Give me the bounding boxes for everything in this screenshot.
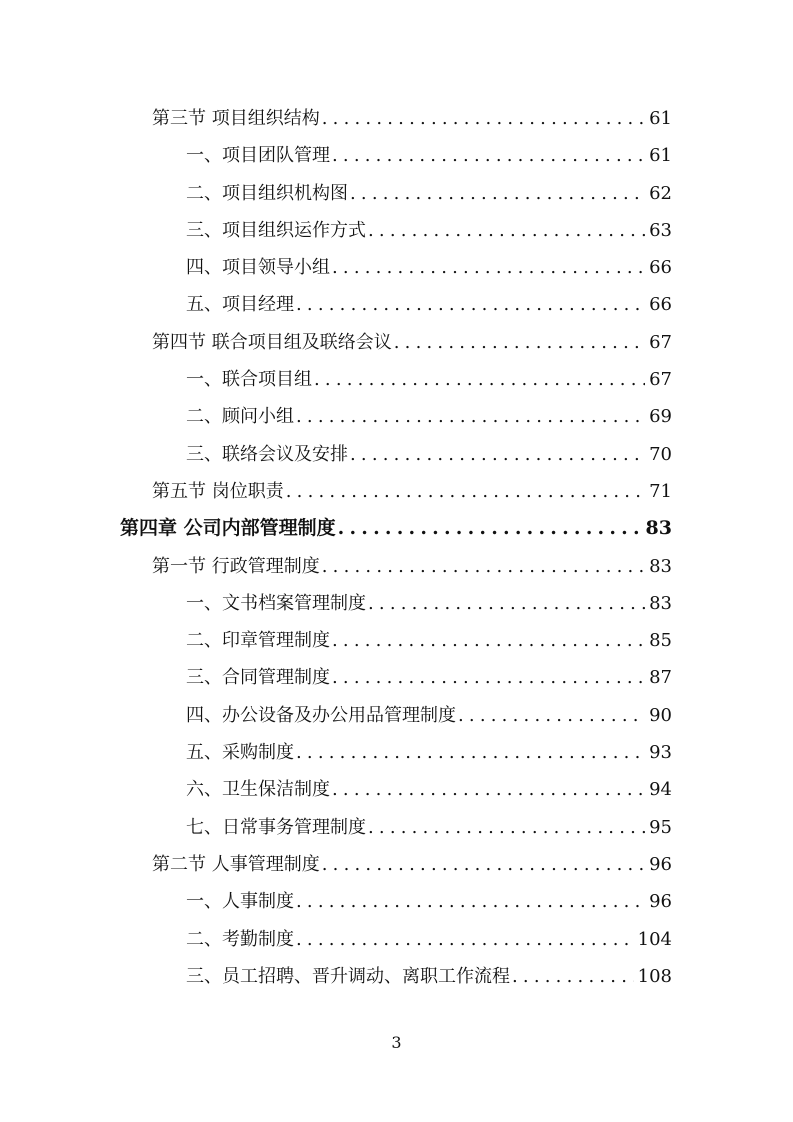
toc-entry-page: 96: [649, 853, 672, 875]
toc-entry-page: 94: [649, 779, 672, 801]
dot-leader: [512, 958, 634, 995]
toc-entry-page: 66: [649, 257, 672, 279]
toc-entry-section[interactable]: [0, 324, 793, 361]
toc-entry-item[interactable]: [0, 249, 793, 286]
dot-leader: [350, 436, 645, 473]
toc-entry-page: 87: [649, 667, 672, 689]
dot-leader: [296, 286, 645, 323]
toc-entry-item[interactable]: [0, 585, 793, 622]
dot-leader: [332, 137, 645, 174]
toc-entry-section[interactable]: [0, 846, 793, 883]
toc-entry-item[interactable]: [0, 175, 793, 212]
toc-entry-page: 67: [649, 369, 672, 391]
dot-leader: [368, 212, 645, 249]
toc-entry-item[interactable]: [0, 734, 793, 771]
toc-entry-item[interactable]: [0, 286, 793, 323]
dot-leader: [332, 249, 645, 286]
toc-entry-page: 96: [649, 891, 672, 913]
toc-entry-title: 二、考勤制度: [186, 928, 294, 950]
toc-entry-page: 90: [649, 704, 672, 726]
dot-leader: [296, 883, 645, 920]
toc-entry-title: 一、人事制度: [186, 891, 294, 913]
dot-leader: [394, 324, 645, 361]
toc-entry-title: 第五节 岗位职责: [152, 480, 284, 502]
toc-entry-title: 第一节 行政管理制度: [152, 555, 320, 577]
toc-entry-item[interactable]: [0, 436, 793, 473]
toc-entry-page: 95: [649, 816, 672, 838]
toc-entry-title: 四、项目领导小组: [186, 257, 330, 279]
toc-entry-title: 一、文书档案管理制度: [186, 592, 366, 614]
dot-leader: [458, 697, 645, 734]
toc-entry-title: 三、联络会议及安排: [186, 443, 348, 465]
dot-leader: [332, 771, 645, 808]
toc-entry-item[interactable]: [0, 622, 793, 659]
toc-entry-item[interactable]: [0, 659, 793, 696]
toc-entry-item[interactable]: [0, 361, 793, 398]
toc-entry-title: 三、项目组织运作方式: [186, 219, 366, 241]
toc-entry-item[interactable]: [0, 137, 793, 174]
toc-entry-item[interactable]: [0, 697, 793, 734]
toc-entry-page: 62: [649, 182, 672, 204]
dot-leader: [332, 622, 645, 659]
dot-leader: [338, 510, 642, 547]
toc-entry-title: 四、办公设备及办公用品管理制度: [186, 704, 456, 726]
toc-entry-page: 104: [637, 928, 672, 950]
toc-entry-page: 85: [649, 630, 672, 652]
toc-entry-item[interactable]: [0, 883, 793, 920]
toc-entry-item[interactable]: [0, 809, 793, 846]
toc-entry-title: 五、采购制度: [186, 742, 294, 764]
toc-entry-item[interactable]: [0, 958, 793, 995]
dot-leader: [314, 361, 645, 398]
toc-entry-title: 第四节 联合项目组及联络会议: [152, 331, 392, 353]
toc-entry-title: 一、项目团队管理: [186, 145, 330, 167]
toc-entry-section[interactable]: [0, 100, 793, 137]
toc-entry-page: 61: [649, 145, 672, 167]
dot-leader: [368, 809, 645, 846]
dot-leader: [322, 548, 645, 585]
toc-entry-title: 五、项目经理: [186, 294, 294, 316]
toc-entry-page: 83: [649, 592, 672, 614]
dot-leader: [368, 585, 645, 622]
toc-entry-item[interactable]: [0, 921, 793, 958]
toc-entry-item[interactable]: [0, 771, 793, 808]
toc-entry-page: 71: [649, 480, 672, 502]
toc-entry-page: 69: [649, 406, 672, 428]
toc-entry-page: 66: [649, 294, 672, 316]
toc-entry-item[interactable]: [0, 212, 793, 249]
dot-leader: [350, 175, 645, 212]
toc-entry-title: 二、顾问小组: [186, 406, 294, 428]
toc-entry-item[interactable]: [0, 398, 793, 435]
toc-entry-title: 三、员工招聘、晋升调动、离职工作流程: [186, 965, 510, 987]
toc-entry-title: 一、联合项目组: [186, 369, 312, 391]
toc-entry-title: 第二节 人事管理制度: [152, 853, 320, 875]
toc-entry-title: 二、印章管理制度: [186, 630, 330, 652]
dot-leader: [322, 100, 645, 137]
toc-entry-title: 第三节 项目组织结构: [152, 108, 320, 129]
page-number: 3: [391, 1033, 402, 1052]
dot-leader: [296, 921, 634, 958]
toc-entry-title: 三、合同管理制度: [186, 667, 330, 689]
toc-entry-title: 二、项目组织机构图: [186, 182, 348, 204]
toc-entry-page: 83: [645, 517, 672, 540]
toc-entry-page: 70: [649, 443, 672, 465]
table-of-contents: [0, 100, 793, 995]
dot-leader: [322, 846, 645, 883]
dot-leader: [296, 734, 645, 771]
toc-entry-title: 第四章 公司内部管理制度: [120, 517, 336, 540]
toc-entry-page: 93: [649, 742, 672, 764]
toc-entry-page: 63: [649, 219, 672, 241]
toc-entry-page: 67: [649, 331, 672, 353]
dot-leader: [296, 398, 645, 435]
toc-entry-section[interactable]: [0, 548, 793, 585]
toc-entry-page: 83: [649, 555, 672, 577]
toc-entry-title: 六、卫生保洁制度: [186, 779, 330, 801]
toc-entry-section[interactable]: [0, 473, 793, 510]
toc-entry-page: 61: [649, 108, 672, 129]
dot-leader: [332, 659, 645, 696]
toc-entry-chapter[interactable]: [0, 510, 793, 547]
dot-leader: [286, 473, 645, 510]
toc-entry-page: 108: [637, 965, 672, 987]
toc-entry-title: 七、日常事务管理制度: [186, 816, 366, 838]
